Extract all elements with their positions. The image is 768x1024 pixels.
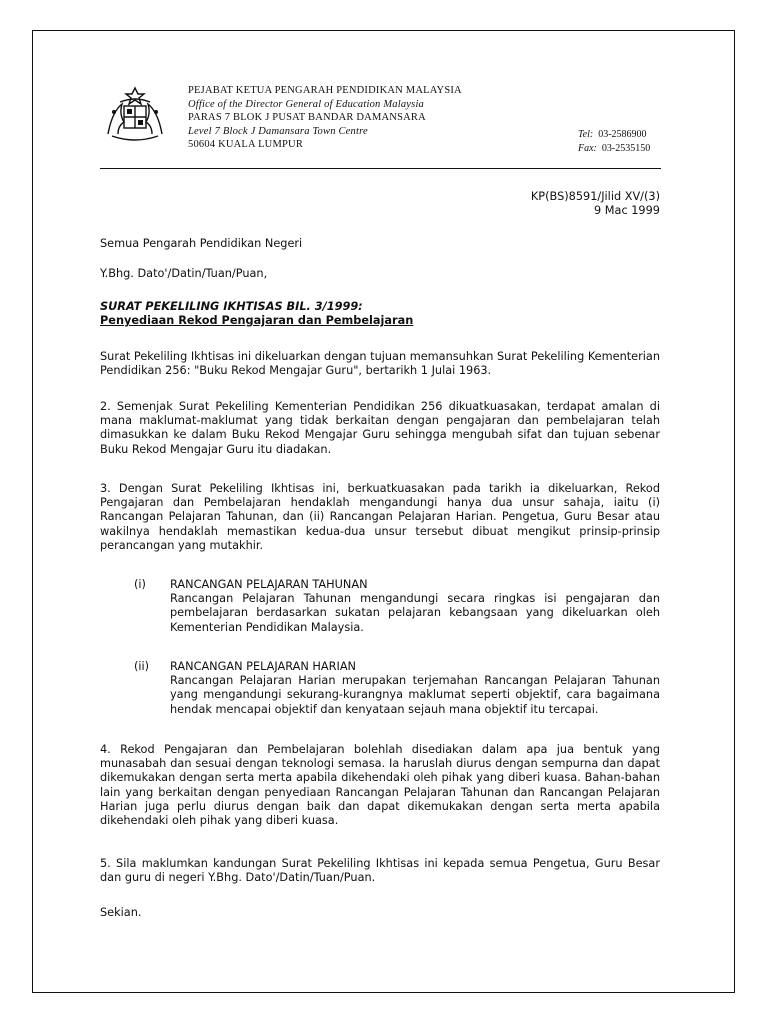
item-block — [170, 578, 660, 635]
subject-line-2: Penyediaan Rekod Pengajaran dan Pembelajaran — [100, 314, 414, 328]
subject-line-1: SURAT PEKELILING IKHTISAS BIL. 3/1999: — [100, 300, 363, 313]
item-heading: RANCANGAN PELAJARAN TAHUNAN — [170, 578, 368, 591]
paragraph-1: Surat Pekeliling Ikhtisas ini dikeluarkan dengan tujuan memansuhkan Surat Pekeliling Kementerian Pendidikan 256: "Buku Rekod Mengajar Guru", bertarikh 1 Julai 1963. — [100, 350, 660, 378]
paragraph-4: 4. Rekod Pengajaran dan Pembelajaran bolehlah disediakan dalam apa jua bentuk yang munasabah dan sesuai dengan teknologi semasa. Ia haruslah diurus dengan sempurna dan dapat dikemukakan dengan serta merta apabila dikehendaki oleh pihak yang diberi kuasa. Bahan-bahan lain yang berkaitan dengan penyediaan Rancangan Pelajaran Tahunan dan Rancangan Pelajaran Harian juga perlu diurus dengan baik dan dapat dikemukakan dengan serta merta apabila dikehendaki oleh pihak yang diberi kuasa. — [100, 743, 660, 828]
item-number: (i) — [134, 578, 146, 591]
recipient: Semua Pengarah Pendidikan Negeri — [100, 237, 303, 250]
fax-number: 03-2535150 — [601, 143, 651, 154]
fax-label: Fax: — [578, 143, 597, 154]
coat-of-arms-logo — [100, 84, 170, 144]
reference-number: KP(BS)8591/Jilid XV/(3) — [530, 190, 660, 203]
office-line: Level 7 Block J Damansara Town Centre — [188, 125, 368, 137]
letterhead-divider — [100, 168, 661, 169]
tel-label: Tel: — [578, 129, 594, 140]
subject-block — [100, 300, 660, 328]
paragraph-3: 3. Dengan Surat Pekeliling Ikhtisas ini, berkuatkuasakan pada tarikh ia dikeluarkan, Rekod Pengajaran dan Pembelajaran hendaklah mengandungi hanya dua unsur sahaja, iaitu (i) Rancangan Pelajaran Tahunan, dan (ii) Rancangan Pelajaran Harian. Pengetua, Guru Besar atau wakilnya hendaklah memastikan kedua-dua unsur tersebut dibuat mengikut prinsip-prinsip perancangan yang mutakhir. — [100, 482, 660, 552]
salutation: Y.Bhg. Dato'/Datin/Tuan/Puan, — [100, 267, 268, 280]
paragraph-5: 5. Sila maklumkan kandungan Surat Pekeliling Ikhtisas ini kepada semua Pengetua, Guru Besar dan guru di negeri Y.Bhg. Dato'/Datin/Tuan/Puan. — [100, 857, 660, 885]
item-text: Rancangan Pelajaran Harian merupakan terjemahan Rancangan Pelajaran Tahunan yang mengandungi sekurang-kurangnya maklumat seperti objektif, cara bagaimana hendak mencapai objektif dan kenyataan sejauh mana objektif itu tercapai. — [170, 674, 660, 716]
office-line: PARAS 7 BLOK J PUSAT BANDAR DAMANSARA — [188, 112, 426, 123]
item-block — [170, 660, 660, 717]
tel-number: 03-2586900 — [598, 129, 647, 140]
item-number: (ii) — [134, 660, 150, 673]
office-address — [188, 84, 462, 152]
closing: Sekian. — [100, 906, 142, 919]
office-line: Office of the Director General of Education Malaysia — [188, 98, 425, 110]
item-heading: RANCANGAN PELAJARAN HARIAN — [170, 660, 356, 673]
item-text: Rancangan Pelajaran Tahunan mengandungi secara ringkas isi pengajaran dan pembelajaran berdasarkan sukatan pelajaran kebangsaan yang dikeluarkan oleh Kementerian Pendidikan Malaysia. — [170, 592, 660, 634]
paragraph-2: 2. Semenjak Surat Pekeliling Kementerian Pendidikan 256 dikuatkuasakan, terdapat amalan di mana maklumat-maklumat yang tidak berkaitan dengan pengajaran dan pembelajaran telah dimasukkan ke dalam Buku Rekod Mengajar Guru sehingga mengubah sifat dan tujuan sebenar Buku Rekod Mengajar Guru itu diadakan. — [100, 400, 660, 456]
reference-block — [531, 190, 660, 218]
letter-date: 9 Mac 1999 — [594, 204, 660, 218]
office-line: 50604 KUALA LUMPUR — [188, 139, 304, 150]
contact-block — [578, 128, 650, 156]
office-line: PEJABAT KETUA PENGARAH PENDIDIKAN MALAYSIA — [188, 85, 462, 96]
